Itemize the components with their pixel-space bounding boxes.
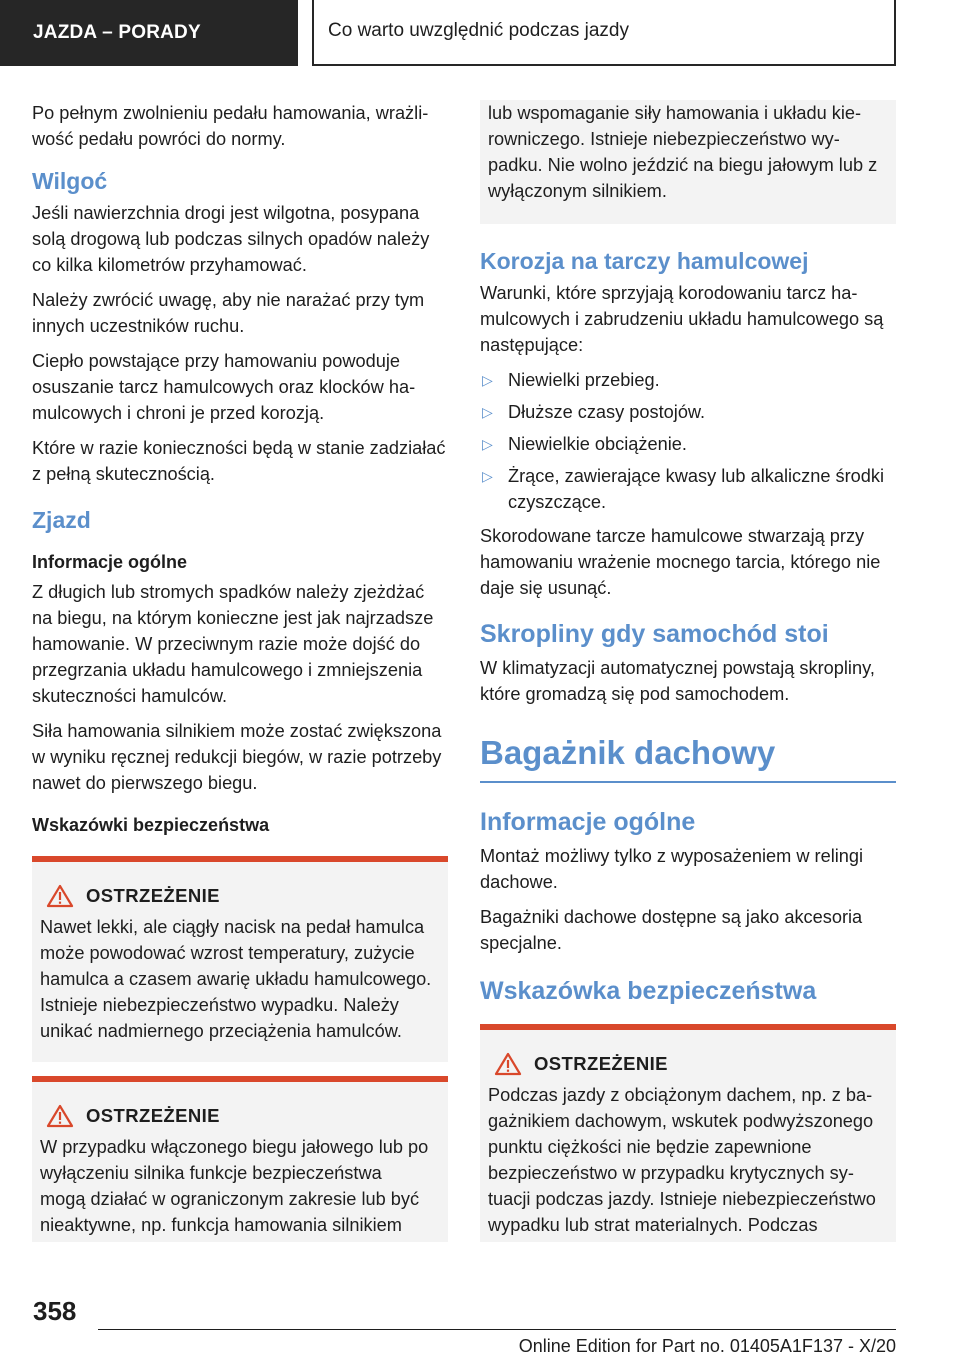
paragraph: Bagażniki dachowe dostępne są jako akcesoria specjalne. [480, 907, 863, 953]
warning-text: W przypadku włączonego biegu jałowego lub po wyłączeniu silnika funkcje bezpieczeństwa mogą działać w ograniczonym zakresie lub być nieaktywne, np. funkcja hamowania silnikiem [40, 1137, 429, 1235]
heading-skropliny: Skropliny gdy samochód stoi [480, 620, 829, 648]
warning-box [480, 1024, 896, 1242]
heading-wilgoc: Wilgoć [32, 168, 108, 194]
warning-header [40, 884, 432, 908]
warning-triangle-icon [494, 1052, 522, 1076]
paragraph: Z długich lub stromych spadków należy zjeżdżać na biegu, na którym konieczne jest jak najrzadsze hamowanie. W przeciwnym razie może dojść do przegrzania układu hamulcowego i zmniejszenia skuteczności hamulców. [32, 582, 434, 706]
intro-paragraph: Po pełnym zwolnieniu pedału hamowania, wrażliwość pedału powróci do normy. [32, 103, 429, 149]
warning-triangle-icon [46, 1104, 74, 1128]
warning-text: Podczas jazdy z obciążonym dachem, np. z bagażnikiem dachowym, wskutek podwyższonego punktu ciężkości nie będzie zapewnione bezpieczeństwo w przypadku krytycznych sytuacji podczas jazdy. Istnieje niebezpieczeństwo wypadku lub strat materialnych. Podczas [488, 1085, 876, 1235]
list-item: ▷ Niewielkie obciążenie. [480, 431, 896, 457]
heading-safety: Wskazówka bezpieczeństwa [480, 977, 817, 1005]
paragraph: Które w razie konieczności będą w stanie zadziałać z pełną skutecznością. [32, 438, 446, 484]
bullet-triangle-icon: ▷ [482, 468, 493, 484]
paragraph: Siła hamowania silnikiem może zostać zwiększona w wyniku ręcznej redukcji biegów, w razie potrzeby nawet do pierwszego biegu. [32, 721, 442, 793]
warning-title: OSTRZEŻENIE [86, 885, 220, 906]
warning-title: OSTRZEŻENIE [534, 1053, 668, 1074]
chapter-title: Co warto uwzględnić podczas jazdy [312, 0, 896, 66]
bullet-triangle-icon: ▷ [482, 436, 493, 452]
page-header [0, 0, 960, 66]
list-item: ▷ Niewielki przebieg. [480, 367, 896, 393]
paragraph: Montaż możliwy tylko z wyposażeniem w relingi dachowe. [480, 846, 864, 892]
heading-korozja: Korozja na tarczy hamulcowej [480, 248, 809, 274]
bullet-triangle-icon: ▷ [482, 372, 493, 388]
paragraph: Ciepło powstające przy hamowaniu powoduje osuszanie tarcz hamulcowych oraz klocków hamulcowych i chroni je przed korozją. [32, 351, 416, 423]
heading-zjazd: Zjazd [32, 507, 91, 533]
warning-text: Nawet lekki, ale ciągły nacisk na pedał hamulca może powodować wzrost temperatury, zużycie hamulca a czasem awarię układu hamulcowego. Istnieje niebezpieczeństwo wypadku. Należy unikać nadmiernego przeciążenia hamulców. [40, 917, 432, 1041]
warning-header [40, 1104, 432, 1128]
page-number: 358 [33, 1296, 77, 1326]
warning-continuation-box [480, 100, 896, 224]
subheading-safety: Wskazówki bezpieczeństwa [32, 815, 270, 835]
paragraph: Skorodowane tarcze hamulcowe stwarzają przy hamowaniu wrażenie mocnego tarcia, którego nie daje się usunąć. [480, 526, 881, 598]
edition-text: Online Edition for Part no. 01405A1F137 - X/20 [518, 1336, 896, 1356]
heading-info: Informacje ogólne [480, 808, 696, 836]
paragraph: W klimatyzacji automatycznej powstają skropliny, które gromadzą się pod samochodem. [480, 658, 875, 704]
warning-title: OSTRZEŻENIE [86, 1105, 220, 1126]
warning-box [32, 856, 448, 1062]
list-item: ▷ Dłuższe czasy postojów. [480, 399, 896, 425]
warning-text: lub wspomaganie siły hamowania i układu kierowniczego. Istnieje niebezpieczeństwo wypadku. Nie wolno jeździć na biegu jałowym lub z wyłączonym silnikiem. [488, 103, 878, 201]
paragraph: Jeśli nawierzchnia drogi jest wilgotna, posypana solą drogową lub podczas silnych opadów należy co kilka kilometrów przyhamować. [32, 203, 430, 275]
warning-triangle-icon [46, 884, 74, 908]
right-column [480, 100, 896, 1256]
bullet-triangle-icon: ▷ [482, 404, 493, 420]
korozja-list [480, 367, 896, 515]
heading-bagaznik: Bagażnik dachowy [480, 731, 896, 783]
left-column [32, 100, 448, 1256]
warning-box [32, 1076, 448, 1242]
list-item: ▷ Żrące, zawierające kwasy lub alkaliczne środki czyszczące. [480, 463, 896, 515]
section-tab: JAZDA – PORADY [0, 0, 298, 66]
subheading-info: Informacje ogólne [32, 552, 188, 572]
paragraph: Należy zwrócić uwagę, aby nie narażać przy tym innych uczestników ruchu. [32, 290, 425, 336]
footer-divider [98, 1329, 896, 1330]
warning-header [488, 1052, 880, 1076]
paragraph: Warunki, które sprzyjają korodowaniu tarcz hamulcowych i zabrudzeniu układu hamulcowego są następujące: [480, 283, 884, 355]
